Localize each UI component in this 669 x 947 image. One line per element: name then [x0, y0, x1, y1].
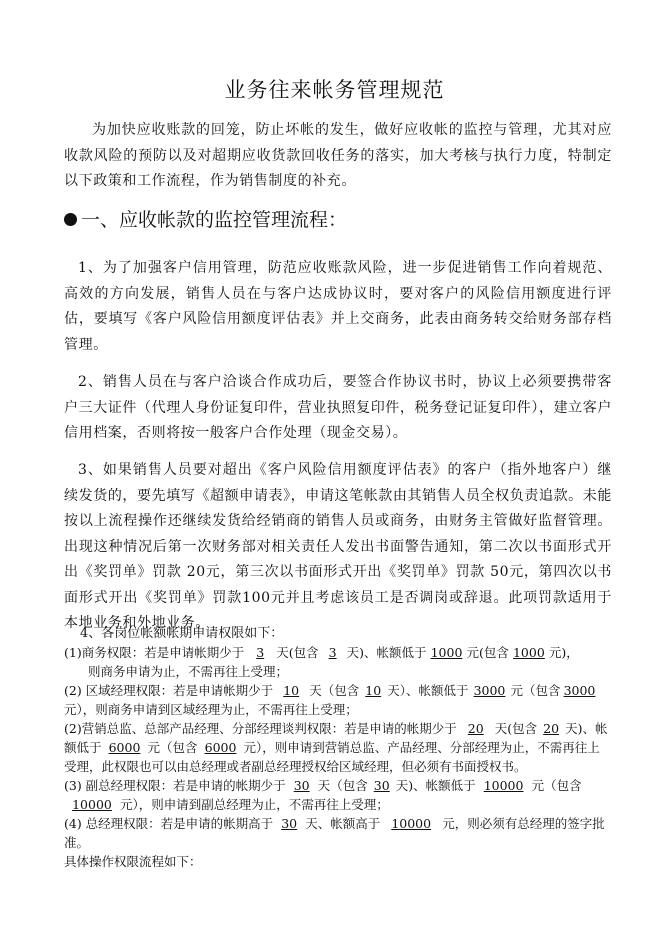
paragraph-2: 2、销售人员在与客户洽谈合作成功后，要签合作协议书时，协议上必须要携带客户三大证件（代理人身份证复印件，营业执照复印件，税务登记证复印件），建立客户信用档案，否则将按一般客户合作处理（现金交易）。: [64, 374, 612, 441]
permissions-section: [64, 624, 612, 871]
permission-rule-3: (2)营销总监、总部产品经理、分部经理谈判权限：若是申请的帐期少于 20 天(包含 20 天)、帐额低于 6000 元（包含 6000 元），则申请到营销总监、产品经理、分部经理为止，不需再往上受理，此权限也可以由总经理或者副总经理授权给区域经理，但必须有书面授权书。: [64, 721, 608, 774]
section-title: 一、应收帐款的监控管理流程：: [81, 209, 348, 231]
document-title: 业务往来帐务管理规范: [224, 78, 445, 102]
permissions-title: 4、各岗位帐额帐期申请权限如下：: [80, 626, 284, 641]
bullet-icon: [64, 213, 77, 226]
permission-rule-5: (4) 总经理权限：若是申请的帐期高于 30 天、帐额高于 10000 元，则必须有总经理的签字批准。: [64, 816, 605, 850]
permission-rule-4: (3) 副总经理权限：若是申请的帐期少于 30 天（包含 30 天)、帐额低于 10000 元（包含10000 元），则申请到副总经理为止，不需再往上受理；: [64, 778, 582, 812]
section-heading: [64, 205, 347, 232]
intro-paragraph: 为加快应收账款的回笼，防止坏帐的发生，做好应收帐的监控与管理，尤其对应收款风险的预防以及对超期应收货款回收任务的落实，加大考核与执行力度，特制定以下政策和工作流程，作为销售制度的补充。: [64, 122, 612, 189]
paragraph-3: 3、如果销售人员要对超出《客户风险信用额度评估表》的客户（指外地客户）继续发货的，要先填写《超额申请表》，申请这笔帐款由其销售人员全权负责追款。未能按以上流程操作还继续发货给经销商的销售人员或商务，由财务主管做好监督管理。出现这种情况后第一次财务部对相关责任人发出书面警告通知，第二次以书面形式开出《奖罚单》罚款 20元，第三次以书面形式开出《奖罚单》罚款 50元，第四次以书面形式开出《奖罚单》罚款100元并且考虑该员工是否调岗或辞退。此项罚款适用于本地业务和外地业务。: [64, 462, 612, 631]
permission-rule-1: (1)商务权限：若是申请帐期少于 3 天(包含 3 天)、帐额低于 1000 元(包含 1000 元)， 则商务申请为止，不需再往上受理；: [64, 645, 579, 679]
permission-rule-2: (2) 区域经理权限：若是申请帐期少于 10 天（包含 10 天）、帐额低于 3000 元（包含 3000元），则商务申请到区域经理为止，不需再往上受理；: [64, 683, 596, 717]
permissions-footer: 具体操作权限流程如下：: [64, 854, 202, 869]
paragraph-1: 1、为了加强客户信用管理，防范应收账款风险，进一步促进销售工作向着规范、高效的方向发展，销售人员在与客户达成协议时，要对客户的风险信用额度进行评估，要填写《客户风险信用额度评估表》并上交商务，此表由商务转交给财务部存档管理。: [64, 260, 612, 353]
